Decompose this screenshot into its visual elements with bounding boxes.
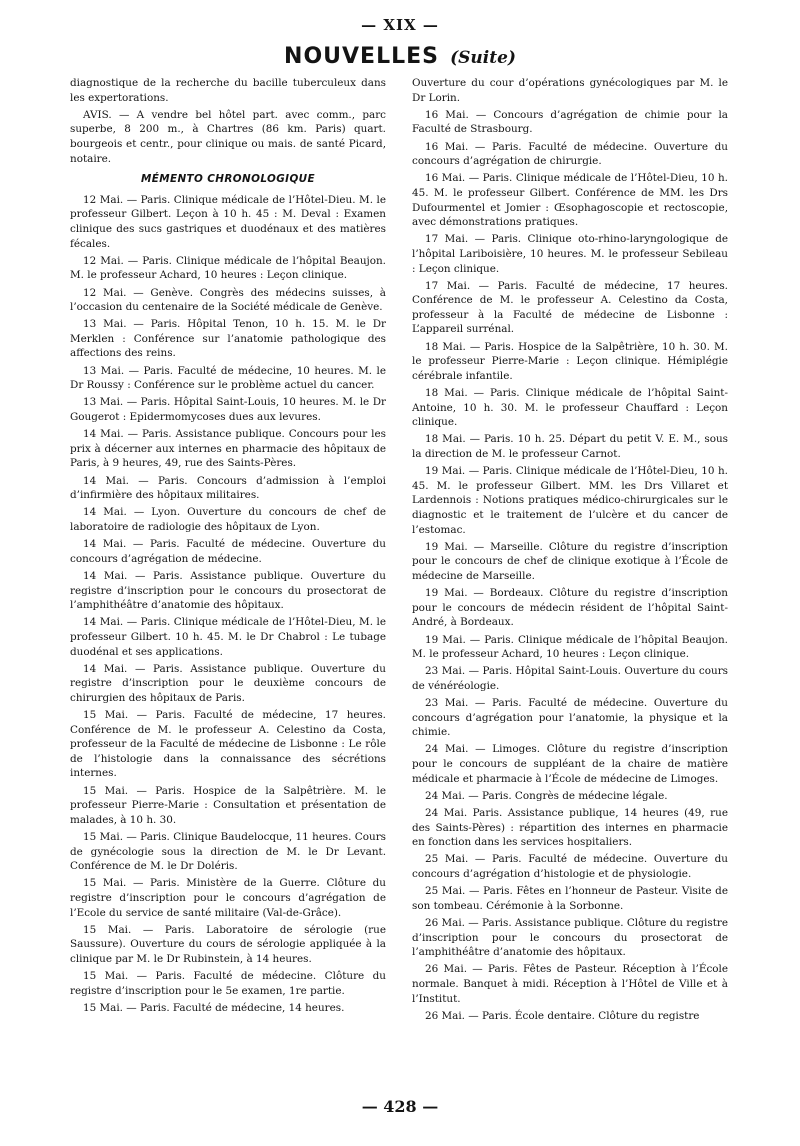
right-column	[412, 76, 728, 1026]
memento-entry: 24 Mai. Paris. Assistance publique, 14 heures (49, rue des Saints-Pères) : répartition des internes en pharmacie en fonction dans les services hospitaliers.	[412, 807, 728, 849]
memento-entry: 15 Mai. — Paris. Faculté de médecine, 17 heures. Conférence de M. le professeur A. Celestino da Costa, professeur de la Faculté de médecine de Lisbonne : Le rôle de l’histologie dans la connaissance des sécrétions internes.	[70, 709, 386, 780]
left-entries	[70, 193, 386, 1016]
memento-entry: 13 Mai. — Paris. Faculté de médecine, 10 heures. M. le Dr Roussy : Conférence sur le problème actuel du cancer.	[70, 364, 386, 392]
memento-entry: 26 Mai. — Paris. Assistance publique. Clôture du registre d’inscription pour le concours du prosectorat de l’amphithéâtre d’anatomie des hôpitaux.	[412, 916, 729, 959]
memento-entry: 14 Mai. — Paris. Clinique médicale de l’Hôtel-Dieu, M. le professeur Gilbert. 10 h. 45. M. le Dr Chabrol : Le tubage duodénal et ses applications.	[70, 616, 386, 658]
memento-entry: 15 Mai. — Paris. Laboratoire de sérologie (rue Saussure). Ouverture du cours de sérologie appliquée à la clinique par M. le Dr Rubinstein, à 14 heures.	[70, 923, 386, 965]
memento-entry: 14 Mai. — Lyon. Ouverture du concours de chef de laboratoire de radiologie des hôpitaux de Lyon.	[70, 506, 386, 533]
memento-entry: 23 Mai. — Paris. Faculté de médecine. Ouverture du concours d’agrégation pour l’anatomie, la physique et la chimie.	[412, 697, 728, 739]
memento-entry: 26 Mai. — Paris. École dentaire. Clôture du registre	[425, 1009, 700, 1022]
memento-entry: 12 Mai. — Genève. Congrès des médecins suisses, à l’occasion du centenaire de la Société médicale de Genève.	[70, 286, 386, 314]
memento-entry: 16 Mai. — Paris. Clinique médicale de l’Hôtel-Dieu, 10 h. 45. M. le professeur Gilbert. Conférence de MM. les Drs Dufourmentel et Jomier : Œsophagoscopie et rectoscopie, avec démonstrations pratiques.	[412, 172, 728, 229]
memento-entry: 24 Mai. — Limoges. Clôture du registre d’inscription pour le concours de suppléant de la chaire de matière médicale et pharmacie à l’École de médecine de Limoges.	[412, 743, 728, 785]
memento-entry: 18 Mai. — Paris. Hospice de la Salpêtrière, 10 h. 30. M. le professeur Pierre-Marie : Leçon clinique. Hémiplégie cérébrale infantile.	[412, 340, 728, 382]
memento-entry: 26 Mai. — Paris. Fêtes de Pasteur. Réception à l’École normale. Banquet à midi. Réception à l’Hôtel de Ville et à l’Institut.	[412, 963, 728, 1005]
title-suffix: (Suite)	[450, 48, 516, 68]
memento-entry: 18 Mai. — Paris. 10 h. 25. Départ du petit V. E. M., sous la direction de M. le professeur Carnot.	[412, 433, 728, 460]
memento-entry: 19 Mai. — Bordeaux. Clôture du registre d’inscription pour le concours de médecin résident de l’hôpital Saint-André, à Bordeaux.	[412, 587, 728, 629]
memento-entry: 13 Mai. — Paris. Hôpital Saint-Louis, 10 heures. M. le Dr Gougerot : Epidermomycoses dues aux levures.	[70, 396, 386, 424]
memento-entry: 12 Mai. — Paris. Clinique médicale de l’hôpital Beaujon. M. le professeur Achard, 10 heures : Leçon clinique.	[70, 254, 386, 282]
memento-entry: 16 Mai. — Concours d’agrégation de chimie pour la Faculté de Strasbourg.	[412, 108, 728, 136]
memento-heading: MÉMENTO CHRONOLOGIQUE	[140, 173, 316, 186]
memento-entry: 17 Mai. — Paris. Faculté de médecine, 17 heures. Conférence de M. le professeur A. Celestino da Costa, professeur à la Faculté de médecine de Lisbonne : L’appareil surrénal.	[412, 279, 728, 336]
section-title	[0, 44, 800, 69]
memento-entry: 15 Mai. — Paris. Ministère de la Guerre. Clôture du registre d’inscription pour le concours d’agrégation de l’Ecole du service de santé militaire (Val-de-Grâce).	[70, 877, 386, 919]
left-column	[70, 76, 386, 1018]
left-paragraph: diagnostique de la recherche du bacille tuberculeux dans les expertorations.	[70, 77, 386, 104]
memento-entry: 23 Mai. — Paris. Hôpital Saint-Louis. Ouverture du cours de vénéréologie.	[412, 665, 728, 692]
memento-entry: 19 Mai. — Paris. Clinique médicale de l’Hôtel-Dieu, 10 h. 45. M. le professeur Gilbert. MM. les Drs Villaret et Lardennois : Notions pratiques médico-chirurgicales sur le diagnostic et le traitement de l’ulcère et du cancer de l’estomac.	[412, 465, 728, 536]
memento-entry: 14 Mai. — Paris. Assistance publique. Ouverture du registre d’inscription pour le concours du prosectorat de l’amphithéâtre d’anatomie des hôpitaux.	[70, 569, 386, 612]
memento-entry: 17 Mai. — Paris. Clinique oto-rhino-laryngologique de l’hôpital Lariboisière, 10 heures. M. le professeur Sebileau : Leçon clinique.	[412, 233, 728, 275]
memento-entry: 15 Mai. — Paris. Faculté de médecine, 14 heures.	[83, 1001, 345, 1014]
roman-page-number: — XIX —	[361, 16, 439, 34]
memento-entry: 15 Mai. — Paris. Faculté de médecine. Clôture du registre d’inscription pour le 5e examen, 1re partie.	[70, 970, 386, 997]
right-entries	[412, 76, 728, 1023]
memento-entry: 14 Mai. — Paris. Faculté de médecine. Ouverture du concours d’agrégation de médecine.	[70, 538, 386, 565]
memento-entry: 14 Mai. — Paris. Assistance publique. Ouverture du registre d’inscription pour le deuxième concours de chirurgien des hôpitaux de Paris.	[70, 662, 386, 704]
memento-entry: 16 Mai. — Paris. Faculté de médecine. Ouverture du concours d’agrégation de chirurgie.	[412, 140, 728, 168]
memento-entry: 15 Mai. — Paris. Hospice de la Salpêtrière. M. le professeur Pierre-Marie : Consultation et présentation de malades, à 10 h. 30.	[70, 784, 386, 826]
memento-entry: 19 Mai. — Marseille. Clôture du registre d’inscription pour le concours de chef de clinique exotique à l’École de médecine de Marseille.	[412, 540, 728, 582]
memento-entry: Ouverture du cour d’opérations gynécologiques par M. le Dr Lorin.	[412, 77, 728, 104]
memento-entry: 12 Mai. — Paris. Clinique médicale de l’Hôtel-Dieu. M. le professeur Gilbert. Leçon à 10 h. 45 : M. Deval : Examen clinique des sucs gastriques et duodénaux et des matières fécales.	[70, 193, 386, 250]
memento-entry: 19 Mai. — Paris. Clinique médicale de l’hôpital Beaujon. M. le professeur Achard, 10 heures : Leçon clinique.	[412, 633, 728, 661]
memento-entry: 15 Mai. — Paris. Clinique Baudelocque, 11 heures. Cours de gynécologie sous la direction de M. le Dr Levant. Conférence de M. le Dr Doléris.	[70, 831, 386, 873]
memento-entry: 25 Mai. — Paris. Faculté de médecine. Ouverture du concours d’agrégation d’histologie et de physiologie.	[412, 853, 728, 880]
memento-entry: 14 Mai. — Paris. Assistance publique. Concours pour les prix à décerner aux internes en pharmacie des hôpitaux de Paris, à 9 heures, 49, rue des Saints-Pères.	[70, 428, 386, 470]
memento-entry: 14 Mai. — Paris. Concours d’admission à l’emploi d’infirmière des hôpitaux militaires.	[70, 474, 386, 502]
memento-entry: 25 Mai. — Paris. Fêtes en l’honneur de Pasteur. Visite de son tombeau. Cérémonie à la Sorbonne.	[412, 885, 728, 912]
memento-entry: 13 Mai. — Paris. Hôpital Tenon, 10 h. 15. M. le Dr Merklen : Conférence sur l’anatomie pathologique des affections des reins.	[70, 318, 386, 360]
memento-entry: 24 Mai. — Paris. Congrès de médecine légale.	[425, 789, 668, 802]
title-main: NOUVELLES	[284, 44, 439, 69]
left-paragraph: AVIS. — A vendre bel hôtel part. avec comm., parc superbe, 8 200 m., à Chartres (86 km. Paris) quart. bourgeois et centr., pour clinique ou mais. de santé Picard, notaire.	[70, 108, 386, 165]
page-number: — 428 —	[361, 1097, 439, 1116]
memento-entry: 18 Mai. — Paris. Clinique médicale de l’hôpital Saint-Antoine, 10 h. 30. M. le professeur Chauffard : Leçon clinique.	[412, 387, 728, 429]
